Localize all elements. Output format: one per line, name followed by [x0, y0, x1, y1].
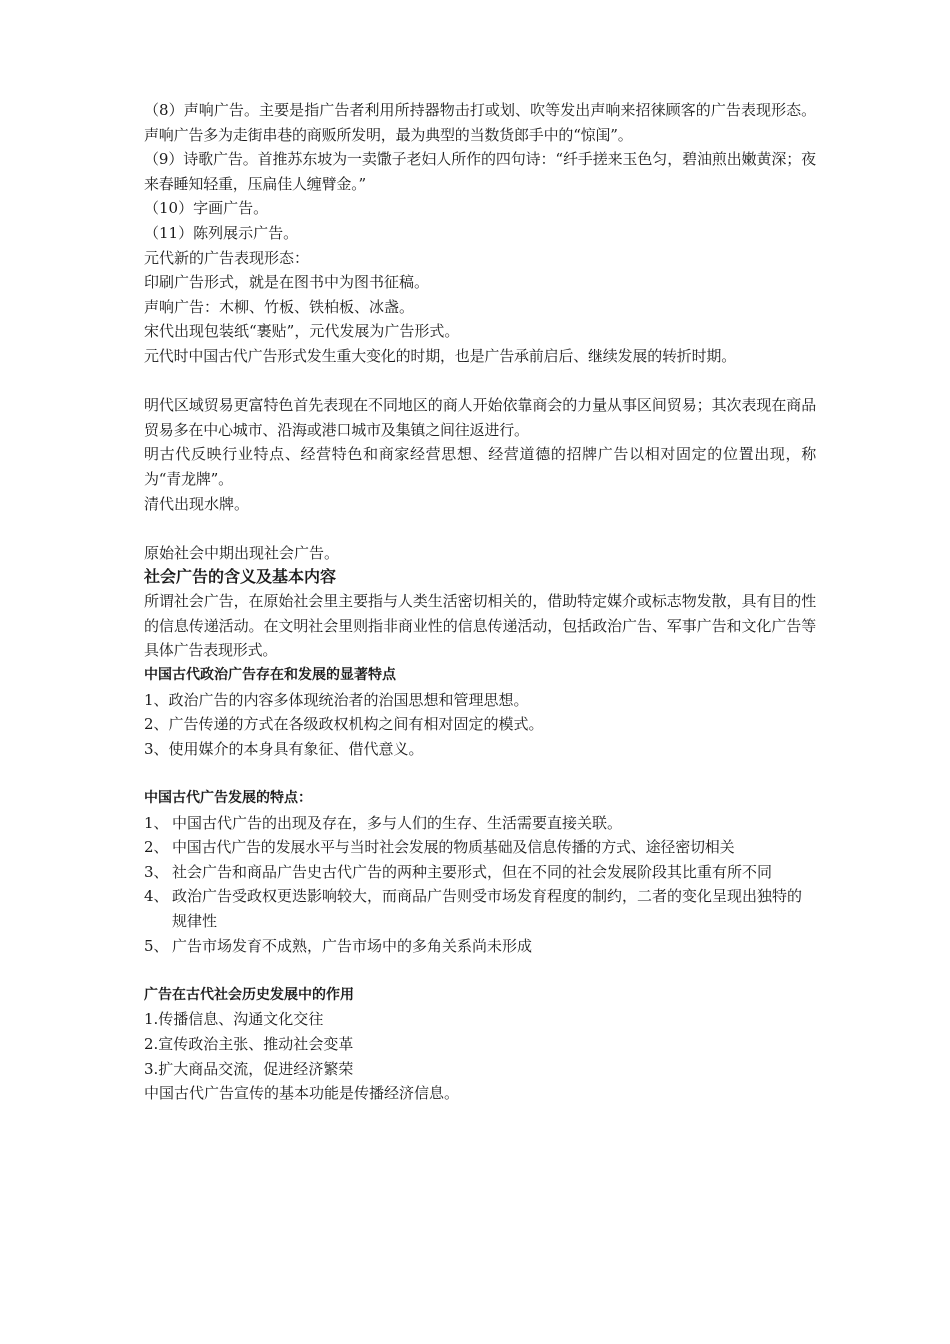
paragraph-yuan-turn: 元代时中国古代广告形式发生重大变化的时期，也是广告承前启后、继续发展的转折时期。 — [144, 346, 737, 365]
paragraph-primitive: 原始社会中期出现社会广告。 — [144, 543, 340, 562]
list-number: 5、 — [144, 936, 169, 955]
list-item: 1、政治广告的内容多体现统治者的治国思想和管理思想。 — [144, 690, 529, 709]
list-item — [144, 860, 816, 885]
paragraph-display-ad: （11）陈列展示广告。 — [144, 223, 299, 242]
paragraph-song-wrap: 宋代出现包装纸“裹贴”，元代发展为广告形式。 — [144, 322, 460, 341]
heading-ancient-features: 中国古代广告发展的特点： — [144, 790, 312, 807]
list-number: 1、 — [144, 813, 169, 832]
paragraph-ming-trade: 明代区域贸易更富特色首先表现在不同地区的商人开始依靠商会的力量从事区间贸易；其次表现在商品贸易多在中心城市、沿海或港口城市及集镇之间往返进行。 — [144, 396, 816, 439]
list-text: 社会广告和商品广告史古代广告的两种主要形式，但在不同的社会发展阶段其比重有所不同 — [172, 862, 773, 881]
list-item: 2.宣传政治主张、推动社会变革 — [144, 1034, 354, 1053]
list-item — [144, 934, 816, 959]
list-item: 3、使用媒介的本身具有象征、借代意义。 — [144, 739, 424, 758]
spacer — [144, 516, 816, 541]
paragraph-sound-ad: （8）声响广告。主要是指广告者利用所持器物击打或划、吹等发出声响来招徕顾客的广告表现形态。声响广告多为走街串巷的商贩所发明，最为典型的当数货郎手中的“惊闺”。 — [144, 101, 816, 144]
spacer — [144, 958, 816, 983]
list-text: 中国古代广告的发展水平与当时社会发展的物质基础及信息传播的方式、途径密切相关 — [172, 838, 735, 857]
paragraph-yuan-sound: 声响广告：木柳、竹板、铁柏板、冰盏。 — [144, 297, 415, 316]
paragraph-yuan-print: 印刷广告形式，就是在图书中为图书征稿。 — [144, 273, 430, 292]
list-text: 广告市场发育不成熟，广告市场中的多角关系尚未形成 — [172, 936, 533, 955]
heading-social-ad: 社会广告的含义及基本内容 — [144, 567, 337, 587]
spacer — [144, 369, 816, 394]
list-item — [144, 835, 816, 860]
list-text: 中国古代广告的出现及存在，多与人们的生存、生活需要直接关联。 — [172, 813, 623, 832]
list-number: 4、 — [144, 887, 169, 906]
spacer — [144, 761, 816, 786]
list-item: 2、广告传递的方式在各级政权机构之间有相对固定的模式。 — [144, 715, 544, 734]
list-text: 政治广告受政权更迭影响较大，而商品广告则受市场发育程度的制约，二者的变化呈现出独特的规律性 — [172, 887, 803, 930]
paragraph-yuan-title: 元代新的广告表现形态： — [144, 248, 310, 267]
paragraph-calligraphy-ad: （10）字画广告。 — [144, 199, 269, 218]
paragraph-poetry-ad: （9）诗歌广告。首推苏东坡为一卖馓子老妇人所作的四句诗：“纤手搓来玉色匀，碧油煎出嫩黄深；夜来春睡知轻重，压扁佳人缠臂金。” — [144, 150, 816, 193]
list-item — [144, 884, 816, 933]
list-item — [144, 811, 816, 836]
list-number: 3、 — [144, 862, 169, 881]
document-page — [144, 98, 816, 1106]
list-item: 3.扩大商品交流，促进经济繁荣 — [144, 1059, 354, 1078]
heading-role: 广告在古代社会历史发展中的作用 — [144, 986, 354, 1003]
paragraph-social-definition: 所谓社会广告，在原始社会里主要指与人类生活密切相关的，借助特定媒介或标志物发散，具有目的性的信息传递活动。在文明社会里则指非商业性的信息传递活动，包括政治广告、军事广告和文化广告等具体广告表现形式。 — [144, 592, 816, 660]
paragraph-ming-sign: 明古代反映行业特点、经营特色和商家经营思想、经营道德的招牌广告以相对固定的位置出现，称为“青龙牌”。 — [144, 445, 816, 488]
list-item: 1.传播信息、沟通文化交往 — [144, 1010, 324, 1029]
list-number: 2、 — [144, 838, 169, 857]
paragraph-qing-sign: 清代出现水牌。 — [144, 494, 250, 513]
heading-political-ad: 中国古代政治广告存在和发展的显著特点 — [144, 667, 396, 684]
paragraph-conclusion: 中国古代广告宣传的基本功能是传播经济信息。 — [144, 1084, 460, 1103]
